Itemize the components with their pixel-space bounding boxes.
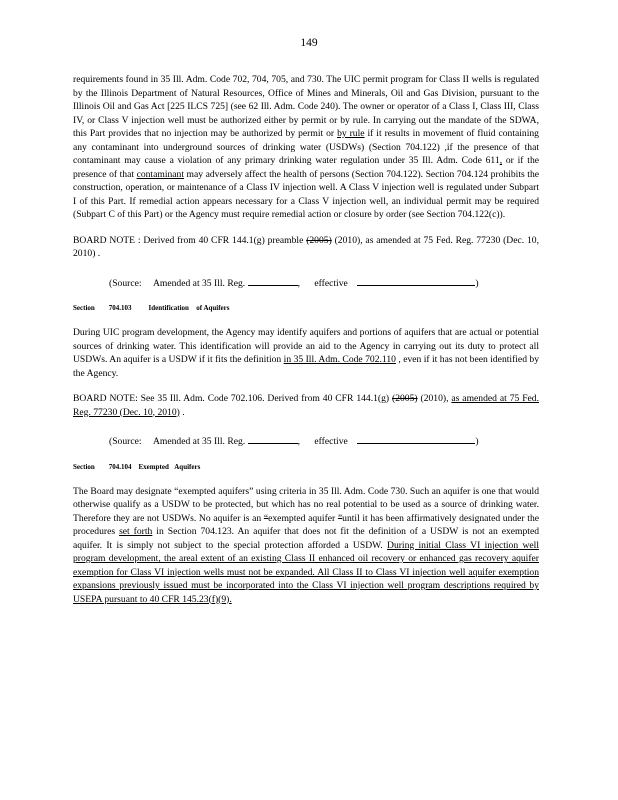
uic-program-paragraph [73, 73, 539, 222]
section-title-exempted: Exempted [138, 462, 169, 471]
section-label: Section [73, 462, 95, 471]
text-run: BOARD NOTE: See 35 Ill. Adm. Code 702.106. Derived from 40 CFR 144.1(g) [73, 393, 393, 404]
text-run: if it results in movement of fluid containing any contaminant into underground sources of drinking water (USDWs) (Section 704.122) [73, 128, 539, 153]
source-amended-text: Amended at 35 Ill. Reg. [152, 436, 246, 447]
inserted-text: set forth [119, 526, 153, 537]
register-volume-blank [248, 275, 298, 286]
section-number: 704.103 [108, 304, 132, 312]
source-effective-text: effective [314, 436, 348, 447]
source-close-paren: ) [475, 436, 479, 447]
board-note-704-103 [73, 392, 539, 419]
source-prefix: (Source: [109, 436, 142, 447]
text-run: in Section 704.123. An aquifer that does not fit the definition of a USDW is not an exempted aquifer. It is simply not subject to the special protection afforded a USDW. [73, 526, 539, 551]
inserted-text: as amended at 75 Fed. Reg. 77230 (Dec. 10, 2010) [73, 393, 539, 418]
text-run: BOARD NOTE : Derived from 40 CFR 144.1(g) preamble [73, 234, 307, 246]
deleted-text: (2005) [306, 234, 332, 246]
inserted-text: , [444, 141, 447, 153]
text-run: . [179, 406, 185, 418]
source-comma: , [297, 277, 300, 289]
inserted-text: by rule [337, 128, 365, 139]
inserted-text: in 35 Ill. Adm. Code 702.110 [283, 354, 396, 365]
page-number: 149 [300, 37, 318, 49]
text-run: (2010), [417, 393, 452, 404]
inserted-text: During initial Class VI injection well program development, the areal extent of an existing Class II enhanced oil recovery or enhanced gas recovery aquifer exemption for Class VI injection wells must not be expanded. All Class II to Class VI injection well aquifer exemption expansions previously issued must be incorporated into the Class VI injection well program descriptions required by USEPA pursuant to 40 CFR 145.23(f)(9). [73, 539, 539, 605]
section-heading-704-103 [73, 302, 539, 314]
section-label: Section [73, 304, 95, 312]
section-title-of-aquifers: of Aquifers [196, 304, 230, 312]
text-run: until it has been affirmatively designated under the procedures [73, 512, 539, 537]
source-comma: , [297, 436, 300, 447]
text-run: (2010), as amended at 75 Fed. Reg. 77230 (Dec. 10, 2010) . [73, 234, 539, 259]
effective-date-blank [357, 275, 475, 286]
source-prefix: (Source: [109, 277, 142, 289]
source-note-704-102 [73, 275, 539, 291]
source-close-paren: ) [475, 277, 479, 289]
source-amended-text: Amended at 35 Ill. Reg. [152, 277, 246, 289]
source-effective-text: effective [314, 277, 348, 289]
deleted-text: “ [263, 512, 269, 524]
text-run: requirements found in 35 Ill. Adm. Code 702, 704, 705, and 730. The UIC permit program for Class II wells is regulated by the Illinois Department of Natural Resources, Office of Mines and Minerals, Oil and Gas Division, pursuant to the Illinois Oil and Gas Act [225 ILCS 725] (see 62 Ill. Adm. Code 240). The owner or operator of a Class I, Class III, Class IV, or Class V injection well must be authorized either by permit or by rule. In carrying out the mandate of the SDWA, this Part provides that no injection may be authorized by permit or [73, 74, 539, 139]
deleted-text: ” [337, 512, 343, 524]
inserted-text: contaminant [136, 168, 184, 180]
section-title-aquifers: Aquifers [174, 462, 201, 471]
text-run: exempted aquifer [268, 512, 338, 524]
text-run: may adversely affect the health of persons (Section 704.122). Section 704.124 prohibits the construction, operation, or maintenance of a Class IV injection well. A Class V injection well is regulated under Subpart I of this Part. If remedial action appears necessary for a Class V injection well, an individual permit may be required (Subpart C of this Part) or the Agency must require remedial action or closure by order (see Section 704.122(c)). [73, 168, 540, 220]
section-title-identification: Identification [148, 304, 189, 312]
text-run: During UIC program development, the Agency may identify aquifers and portions of aquifers that are actual or potential sources of drinking water. This identification will provide an aid to the Agency in carrying out its duty to protect all USDWs. An aquifer is a USDW if it fits the definition [73, 327, 539, 365]
exempted-aquifers-paragraph [73, 485, 539, 607]
text-run: if the presence of that contaminant may cause a violation of any primary drinking water regulation under 35 Ill. Adm. Code 611 [73, 141, 539, 166]
section-heading-704-104 [73, 461, 539, 473]
text-run: , even if it has not been identified by the Agency. [73, 354, 540, 379]
effective-date-blank [357, 433, 475, 444]
source-note-704-103 [73, 433, 539, 449]
deleted-text: (2005) [392, 393, 418, 404]
aquifer-identification-paragraph [73, 326, 539, 380]
document-body [73, 73, 539, 606]
board-note-704-102 [73, 234, 539, 261]
text-run: The Board may designate “exempted aquifers” using criteria in 35 Ill. Adm. Code 730. Such an aquifer is one that would otherwise qualify as a USDW to be protected, but which has no real potential to be used as a source of drinking water. Therefore they are not USDWs. No aquifer is an [73, 485, 539, 524]
inserted-text: , [499, 155, 503, 166]
section-number: 704.104 [108, 462, 132, 471]
register-volume-blank [248, 433, 298, 444]
text-run: or if the presence of that [73, 155, 539, 180]
